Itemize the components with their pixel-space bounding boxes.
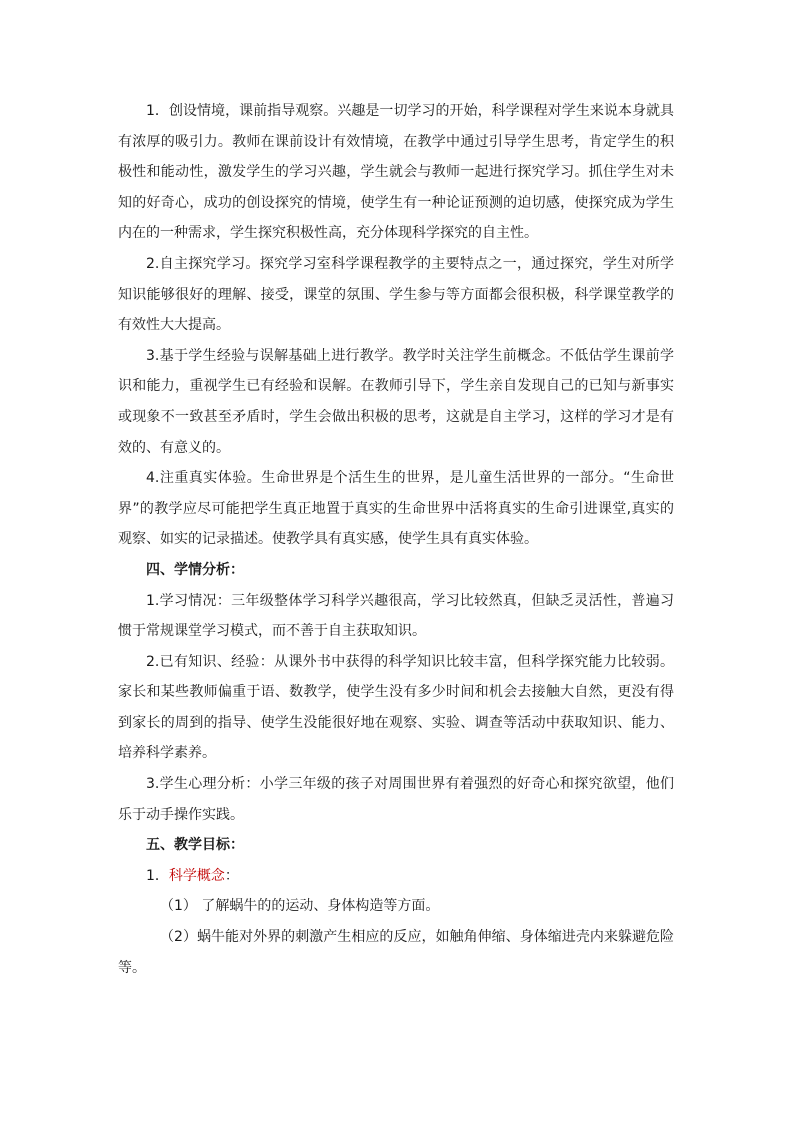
learner-paragraph-3: 3.学生心理分析：小学三年级的孩子对周围世界有着强烈的好奇心和探究欲望，他们乐于动手操作实践。 [118, 776, 674, 823]
goal-subitem-2: （2）蜗牛能对外界的刺激产生相应的反应，如触角伸缩、身体缩进壳内来躲避危险等。 [118, 929, 674, 976]
goal-subitem-1: （1） 了解蜗牛的的运动、身体构造等方面。 [160, 898, 440, 915]
section-heading-teaching-goals: 五、教学目标： [146, 837, 244, 854]
strategy-paragraph-2: 2.自主探究学习。探究学习室科学课程教学的主要特点之一，通过探究，学生对所学知识能够很好的理解、接受，课堂的氛围、学生参与等方面都会很积极，科学课堂教学的有效性大大提高。 [118, 255, 674, 334]
learner-paragraph-2: 2.已有知识、经验：从课外书中获得的科学知识比较丰富，但科学探究能力比较弱。家长和某些教师偏重于语、数教学，使学生没有多少时间和机会去接触大自然，更没有得到家长的周到的指导、使学生没能很好地在观察、实验、调查等活动中获取知识、能力、培养科学素养。 [118, 653, 674, 762]
goal-item-1-suffix: ： [224, 867, 239, 884]
goal-item-1-label: 科学概念 [168, 867, 225, 884]
section-heading-learner-analysis: 四、学情分析： [146, 561, 244, 578]
learner-paragraph-1: 1.学习情况：三年级整体学习科学兴趣很高，学习比较然真，但缺乏灵活性，普遍习惯于常规课堂学习模式，而不善于自主获取知识。 [118, 592, 674, 640]
document-page [118, 96, 674, 983]
strategy-paragraph-4: 4.注重真实体验。生命世界是个活生生的世界，是儿童生活世界的一部分。“生命世界”的教学应尽可能把学生真正地置于真实的生命世界中活将真实的生命引进课堂,真实的观察、如实的记录描述。使教学具有真实感，使学生具有真实体验。 [118, 470, 674, 548]
goal-item-1 [118, 861, 674, 892]
goal-item-1-prefix: 1． [146, 867, 169, 884]
strategy-paragraph-3: 3.基于学生经验与误解基础上进行教学。教学时关注学生前概念。不低估学生课前学识和能力，重视学生已有经验和误解。在教师引导下，学生亲自发现自己的已知与新事实或现象不一致甚至矛盾时，学生会做出积极的思考，这就是自主学习，这样的学习才是有效的、有意义的。 [118, 347, 674, 456]
strategy-paragraph-1: 1．创设情境，课前指导观察。兴趣是一切学习的开始，科学课程对学生来说本身就具有浓厚的吸引力。教师在课前设计有效情境，在教学中通过引导学生思考，肯定学生的积极性和能动性，激发学生的学习兴趣，学生就会与教师一起进行探究学习。抓住学生对未知的好奇心，成功的创设探究的情境，使学生有一种论证预测的迫切感，使探究成为学生内在的一种需求，学生探究积极性高，充分体现科学探究的自主性。 [118, 103, 674, 242]
